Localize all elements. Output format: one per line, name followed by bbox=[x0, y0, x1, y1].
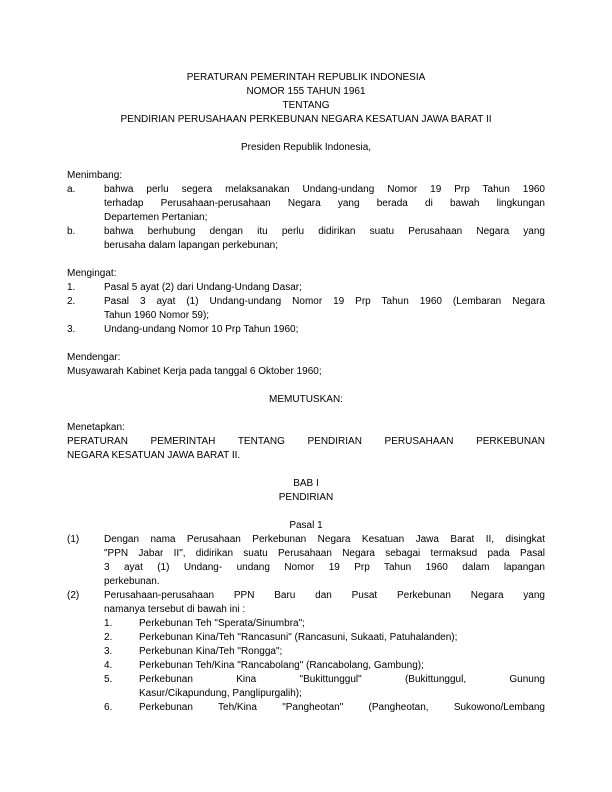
item-marker: 3. bbox=[67, 324, 76, 335]
section-menetapkan bbox=[67, 421, 545, 463]
plantation-list-item-6 bbox=[104, 701, 545, 715]
mengingat-item-2 bbox=[67, 295, 545, 323]
ayat-2 bbox=[67, 589, 545, 715]
item-marker: 5. bbox=[104, 674, 113, 685]
plantation-list-item-5 bbox=[104, 673, 545, 701]
menetapkan-line: PERATURAN PEMERINTAH TENTANG PENDIRIAN PERUSAHAAN PERKEBUNAN bbox=[67, 436, 545, 447]
bab-number: BAB I bbox=[293, 478, 319, 489]
mengingat-label: Mengingat: bbox=[67, 268, 117, 279]
bab-title: PENDIRIAN bbox=[278, 492, 334, 503]
plantation-item-line: Perkebunan Kina "Bukittunggul" (Bukittunggul, Gunung bbox=[139, 674, 545, 685]
menimbang-b-line: berusaha dalam lapangan perkebunan; bbox=[104, 240, 279, 251]
document-content bbox=[67, 71, 545, 715]
mengingat-item-3 bbox=[67, 323, 545, 337]
pasal-heading: Pasal 1 bbox=[289, 520, 323, 531]
mendengar-body: Musyawarah Kabinet Kerja pada tanggal 6 Oktober 1960; bbox=[67, 366, 322, 377]
item-marker: 1. bbox=[67, 282, 76, 293]
item-marker: 1. bbox=[104, 618, 113, 629]
mendengar-label: Mendengar: bbox=[67, 352, 121, 363]
title-line-3: TENTANG bbox=[282, 100, 330, 111]
ayat-1-line: perkebunan. bbox=[104, 576, 160, 587]
plantation-item-line: Perkebunan Teh "Sperata/Sinumbra"; bbox=[139, 618, 305, 629]
menetapkan-line: NEGARA KESATUAN JAWA BARAT II. bbox=[67, 450, 241, 461]
title-line-4: PENDIRIAN PERUSAHAAN PERKEBUNAN NEGARA KESATUAN JAWA BARAT II bbox=[120, 114, 492, 125]
plantation-list-item-3 bbox=[104, 645, 545, 659]
item-marker: 2. bbox=[67, 296, 76, 307]
salutation: Presiden Republik Indonesia, bbox=[240, 142, 372, 153]
ayat-marker: (2) bbox=[67, 590, 80, 601]
menimbang-label: Menimbang: bbox=[67, 170, 123, 181]
title-line-1: PERATURAN PEMERINTAH REPUBLIK INDONESIA bbox=[186, 72, 426, 83]
plantation-list-item-2 bbox=[104, 631, 545, 645]
mengingat-2-line: Tahun 1960 Nomor 59); bbox=[104, 310, 210, 321]
item-marker: 4. bbox=[104, 660, 113, 671]
plantation-item-line: Perkebunan Kina/Teh "Rongga"; bbox=[139, 646, 283, 657]
item-marker: 3. bbox=[104, 646, 113, 657]
plantation-item-line: Perkebunan Teh/Kina "Rancabolang" (Rancabolang, Gambung); bbox=[139, 660, 424, 671]
ayat-1-line: Dengan nama Perusahaan Perkebunan Negara Kesatuan Jawa Barat II, disingkat bbox=[104, 534, 545, 545]
ayat-1 bbox=[67, 533, 545, 589]
menimbang-a-line: bahwa perlu segera melaksanakan Undang-undang Nomor 19 Prp Tahun 1960 bbox=[104, 184, 545, 195]
section-mendengar bbox=[67, 351, 545, 379]
ayat-2-line: Perusahaan-perusahaan PPN Baru dan Pusat Perkebunan Negara yang bbox=[104, 590, 545, 601]
item-marker: b. bbox=[67, 226, 76, 237]
menetapkan-label: Menetapkan: bbox=[67, 422, 125, 433]
section-mengingat bbox=[67, 267, 545, 337]
item-marker: a. bbox=[67, 184, 76, 195]
mengingat-1-line: Pasal 5 ayat (2) dari Undang-Undang Dasar; bbox=[104, 282, 302, 293]
mengingat-3-line: Undang-undang Nomor 10 Prp Tahun 1960; bbox=[104, 324, 299, 335]
mengingat-item-1 bbox=[67, 281, 545, 295]
menimbang-item-a bbox=[67, 183, 545, 225]
document-title bbox=[67, 71, 545, 127]
menimbang-b-line: bahwa berhubung dengan itu perlu didirikan suatu Perusahaan Negara yang bbox=[104, 226, 545, 237]
memutuskan-heading: MEMUTUSKAN: bbox=[269, 394, 343, 405]
ayat-marker: (1) bbox=[67, 534, 80, 545]
plantation-item-line: Kasur/Cikapundung, Panglipurgalih); bbox=[139, 688, 302, 699]
plantation-list-item-1 bbox=[104, 617, 545, 631]
ayat-1-line: 3 ayat (1) Undang- undang Nomor 19 Prp Tahun 1960 dalam lapangan bbox=[104, 562, 545, 573]
chapter-heading bbox=[67, 477, 545, 505]
section-menimbang bbox=[67, 169, 545, 253]
ayat-2-line: namanya tersebut di bawah ini : bbox=[104, 604, 246, 615]
menimbang-a-line: Departemen Pertanian; bbox=[104, 212, 208, 223]
menimbang-item-b bbox=[67, 225, 545, 253]
item-marker: 6. bbox=[104, 702, 113, 713]
plantation-item-line: Perkebunan Teh/Kina "Pangheotan" (Pangheotan, Sukowono/Lembang bbox=[139, 702, 545, 713]
plantation-item-line: Perkebunan Kina/Teh "Rancasuni" (Rancasuni, Sukaati, Patuhalanden); bbox=[139, 632, 458, 643]
title-line-2: NOMOR 155 TAHUN 1961 bbox=[246, 86, 366, 97]
ayat-1-line: "PPN Jabar II", didirikan suatu Perusahaan Negara sebagai termaksud pada Pasal bbox=[104, 548, 545, 559]
plantation-list-item-4 bbox=[104, 659, 545, 673]
menimbang-a-line: terhadap Perusahaan-perusahaan Negara yang berada di bawah lingkungan bbox=[104, 198, 545, 209]
item-marker: 2. bbox=[104, 632, 113, 643]
mengingat-2-line: Pasal 3 ayat (1) Undang-undang Nomor 19 Prp Tahun 1960 (Lembaran Negara bbox=[104, 296, 545, 307]
